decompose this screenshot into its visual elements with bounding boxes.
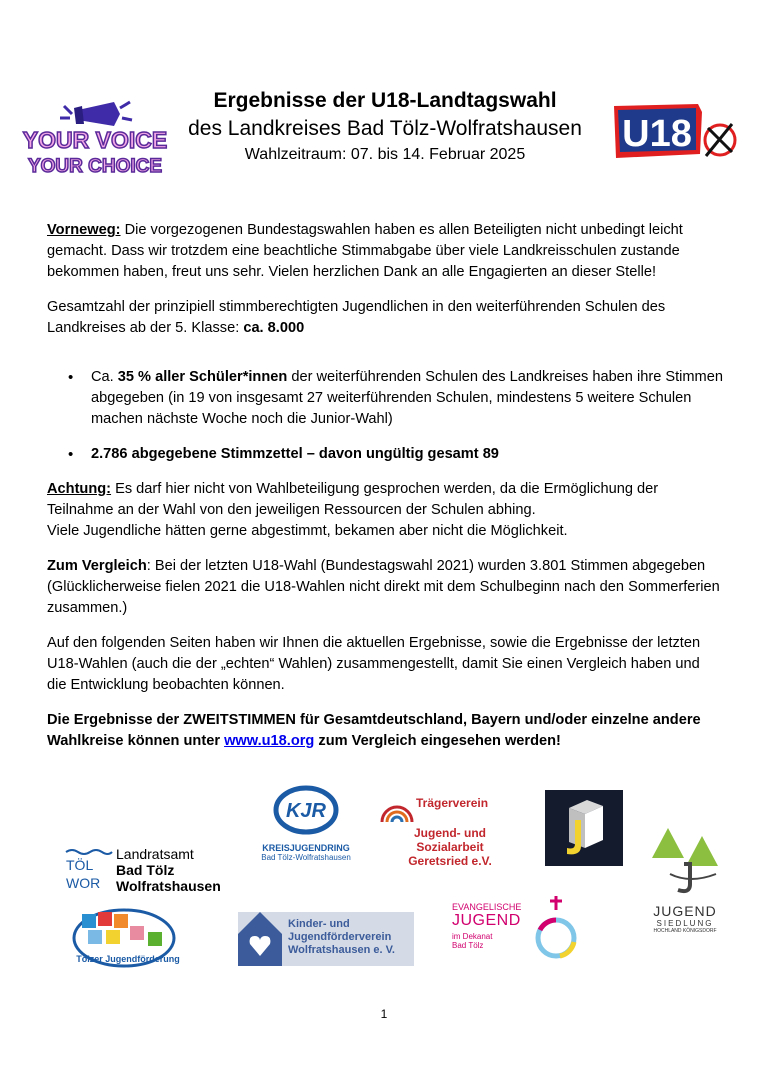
ev-line1: EVANGELISCHE: [452, 902, 522, 912]
kjr-line2: Bad Tölz-Wolfratshausen: [261, 853, 351, 862]
puzzle-logo: [68, 906, 192, 968]
comparison-label: Zum Vergleich: [47, 558, 147, 574]
landratsamt-line3: Wolfratshausen: [116, 878, 221, 894]
bullet2-text: 2.786 abgegebene Stimmzettel – davon ungültig gesamt 89: [91, 446, 499, 462]
ev-line4: Bad Tölz: [452, 941, 484, 950]
u18-website-link[interactable]: www.u18.org: [224, 733, 315, 749]
ev-lines: [452, 932, 492, 950]
toelzer-jugendfoerderung-logo: [68, 906, 192, 968]
page-number: 1: [380, 1007, 388, 1021]
comparison-text: : Bei der letzten U18-Wahl (Bundestagswahl 2021) wurden 3.801 Stimmen abgegeben (Glücklicherweise fielen 2021 die U18-Wahlen nicht direkt mit dem Schulbeginn nach den Sommerferien zusammen.): [47, 558, 720, 616]
attention-text-2: Viele Jugendliche hätten gerne abgestimmt, bekamen aber nicht die Möglichkeit.: [47, 523, 568, 539]
kinder-line2: Jugendförderverein: [288, 931, 392, 943]
title-block: [160, 88, 610, 166]
traeger-line3: Geretsried e.V.: [408, 854, 492, 868]
comparison-paragraph: [47, 556, 723, 619]
traeger-line1: Trägerverein: [416, 796, 489, 810]
kinder-jugendfoerderverein-logo: [238, 912, 414, 966]
intro-text: Die vorgezogenen Bundestagswahlen haben es allen Beteiligten nicht unbedingt leicht gemacht. Dass wir trotzdem eine beachtliche Stimmabgabe über viele Landkreisschulen zustande bekommen haben, freut uns sehr. Vielen herzlichen Dank an alle Engagierten an dieser Stelle!: [47, 222, 683, 280]
evangelische-jugend-logo: [452, 894, 582, 966]
kinder-line3: Wolfratshausen e. V.: [288, 944, 395, 956]
partner-logos: [40, 778, 730, 978]
ev-line2: JUGEND: [452, 912, 521, 929]
landratsamt-line2: Bad Tölz: [116, 862, 175, 878]
ev-line3: im Dekanat: [452, 932, 493, 941]
toelzer-text: Tölzer Jugendförderung: [76, 954, 180, 964]
page-title: Ergebnisse der U18-Landtagswahl: [213, 89, 557, 112]
traeger-lines: [380, 826, 520, 868]
results-link-post: zum Vergleich eingesehen werden!: [314, 733, 561, 749]
eligible-paragraph: [47, 297, 723, 339]
page-subtitle: des Landkreises Bad Tölz-Wolfratshausen: [188, 117, 582, 140]
toelwor-mark: [64, 846, 112, 896]
intro-paragraph: [47, 220, 723, 283]
traegerverein-logo: [380, 796, 520, 868]
kinder-text: [288, 918, 395, 957]
logo-left-line1: YOUR VOICE: [22, 127, 168, 153]
list-item: [47, 367, 723, 430]
your-voice-your-choice-logo: [22, 96, 168, 180]
bullet1-text: der weiterführenden Schulen des Landkreises haben ihre Stimmen abgegeben (in 19 von insgesamt 27 weiterführenden Schulen, mindestens 5 weitere Schulen machen nächste Woche noch die Junior-Wahl): [91, 369, 723, 427]
house-heart-icon: [238, 912, 282, 966]
attention-label: Achtung:: [47, 481, 112, 497]
trees-icon: [650, 818, 720, 896]
jugendsiedlung-logo: [640, 818, 730, 958]
following-pages-paragraph: [47, 633, 723, 696]
bullet1-bold: 35 % aller Schüler*innen: [117, 369, 288, 385]
intro-label: Vorneweg:: [47, 222, 121, 238]
election-period: Wahlzeitraum: 07. bis 14. Februar 2025: [244, 146, 526, 163]
results-link-paragraph: [47, 710, 723, 752]
landratsamt-logo: [64, 846, 244, 902]
main-content: [47, 220, 723, 766]
u18-logo: [612, 102, 742, 164]
rainbow-icon: [380, 796, 414, 824]
kjr-mark: [271, 784, 341, 836]
eligible-text: Gesamtzahl der prinzipiell stimmberechtigten Jugendlichen in den weiterführenden Schulen des Landkreises ab der 5. Klasse:: [47, 299, 666, 336]
results-link-pre: Die Ergebnisse der ZWEITSTIMMEN für Gesamtdeutschland, Bayern und/oder einzelne andere Wahlkreise können unter: [47, 712, 701, 749]
attention-text: Es darf hier nicht von Wahlbeteiligung gesprochen werden, da die Ermöglichung der Teilnahme an der Wahl von den jeweiligen Ressourcen der Schulen abhing.: [47, 481, 659, 518]
cross-circle-icon: [532, 894, 580, 966]
list-item: [47, 444, 723, 465]
bullet1-pre: Ca.: [91, 369, 118, 385]
jugendsiedlung-line3: HOCHLAND KÖNIGSDORF: [653, 928, 717, 934]
kjr-line1: KREISJUGENDRING: [262, 843, 350, 853]
kjr-logo: [250, 784, 362, 864]
jugendsiedlung-line2: SIEDLUNG: [656, 919, 714, 928]
j-logo: [545, 790, 623, 866]
landratsamt-text: [116, 846, 221, 894]
following-pages-text: Auf den folgenden Seiten haben wir Ihnen die aktuellen Ergebnisse, sowie die Ergebnisse der letzten U18-Wahlen (auch die der „echten“ Wahlen) zusammengestellt, damit Sie einen Vergleich haben und die Entwicklung beobachten können.: [47, 635, 701, 693]
eligible-count: ca. 8.000: [243, 320, 305, 336]
kinder-line1: Kinder- und: [288, 918, 350, 930]
j-cube-icon: [545, 790, 623, 866]
landratsamt-line1: Landratsamt: [116, 846, 194, 862]
u18-logo-text: U18: [622, 113, 692, 155]
traeger-line2: Jugend- und Sozialarbeit: [414, 826, 486, 854]
toelwor-line2: WOR: [66, 875, 101, 891]
toelwor-line1: TÖL: [66, 857, 94, 873]
logo-left-line2: YOUR CHOICE: [27, 156, 163, 177]
jugendsiedlung-line1: JUGEND: [653, 903, 717, 919]
attention-paragraph: [47, 479, 723, 542]
page-header: [0, 88, 768, 178]
stats-list: [47, 367, 723, 465]
kjr-mark-text: KJR: [285, 800, 327, 822]
